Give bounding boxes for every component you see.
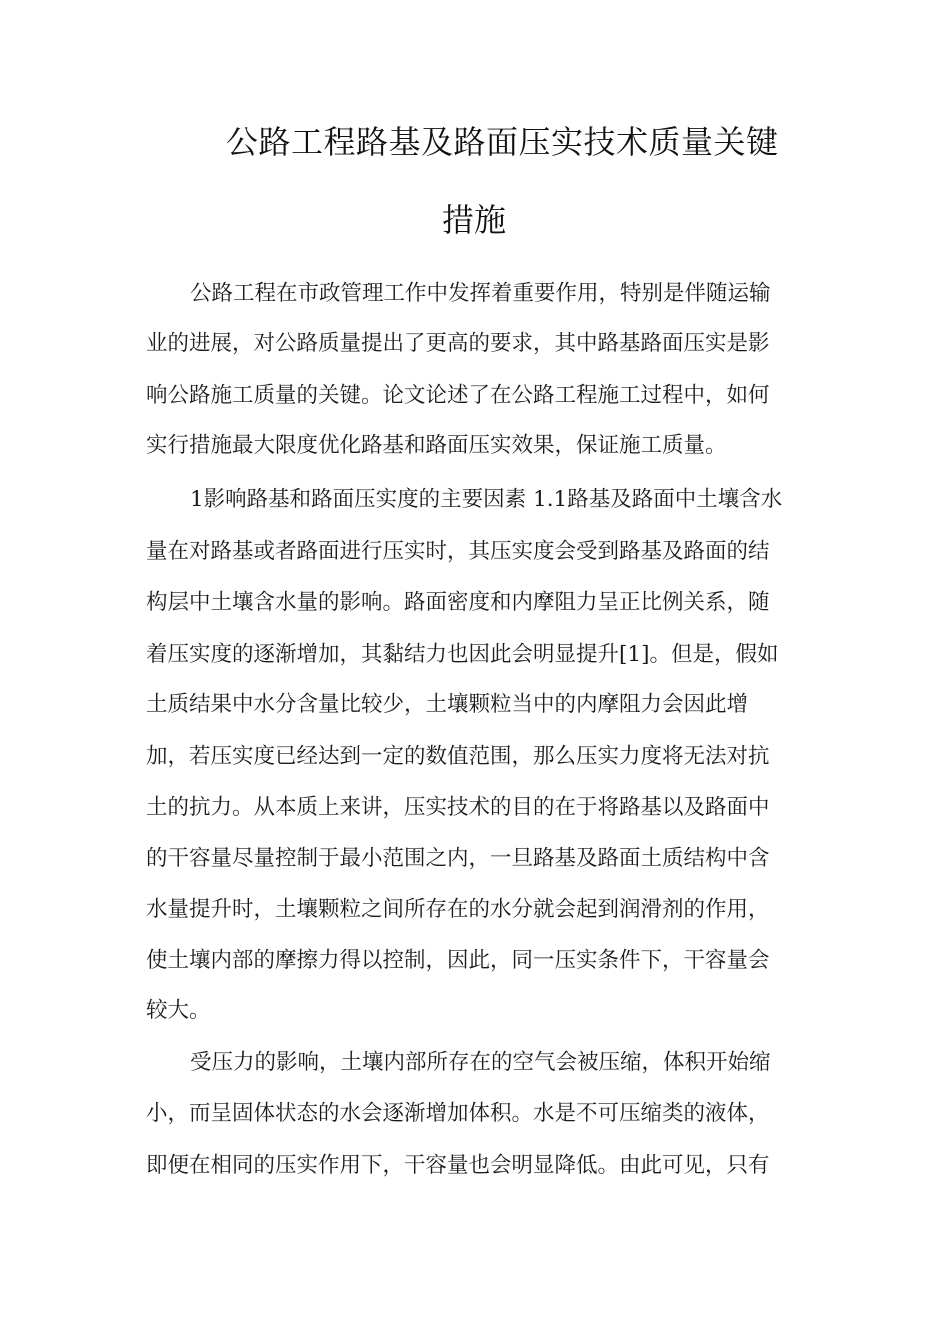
paragraph-2-line-11: 较大。 (146, 998, 211, 1023)
document-title-line-1: 公路工程路基及路面压实技术质量关键 (226, 123, 779, 161)
paragraph-3-line-1: 受压力的影响，土壤内部所存在的空气会被压缩，体积开始缩 (190, 1050, 771, 1075)
paragraph-2-line-2: 量在对路基或者路面进行压实时，其压实度会受到路基及路面的结 (146, 539, 770, 564)
document-title-line-2: 措施 (442, 201, 507, 239)
paragraph-2-line-8: 的干容量尽量控制于最小范围之内，一旦路基及路面土质结构中含 (146, 846, 770, 871)
paragraph-2-line-10: 使土壤内部的摩擦力得以控制，因此，同一压实条件下，干容量会 (146, 948, 770, 973)
paragraph-3-line-3: 即便在相同的压实作用下，干容量也会明显降低。由此可见，只有 (146, 1153, 770, 1178)
paragraph-2-line-3: 构层中土壤含水量的影响。路面密度和内摩阻力呈正比例关系，随 (146, 590, 770, 615)
paragraph-1-line-4: 实行措施最大限度优化路基和路面压实效果，保证施工质量。 (146, 433, 727, 458)
paragraph-1-line-3: 响公路施工质量的关键。论文论述了在公路工程施工过程中，如何 (146, 383, 770, 408)
paragraph-2-line-7: 土的抗力。从本质上来讲，压实技术的目的在于将路基以及路面中 (146, 795, 770, 820)
paragraph-2-line-6: 加，若压实度已经达到一定的数值范围，那么压实力度将无法对抗 (146, 744, 770, 769)
paragraph-3-line-2: 小，而呈固体状态的水会逐渐增加体积。水是不可压缩类的液体， (146, 1101, 770, 1126)
paragraph-2-line-4: 着压实度的逐渐增加，其黏结力也因此会明显提升[1]。但是，假如 (146, 642, 779, 667)
paragraph-2-line-1: 1影响路基和路面压实度的主要因素 1.1路基及路面中土壤含水 (190, 487, 783, 512)
paragraph-2-line-9: 水量提升时，土壤颗粒之间所存在的水分就会起到润滑剂的作用， (146, 897, 770, 922)
paragraph-1-line-2: 业的进展，对公路质量提出了更高的要求，其中路基路面压实是影 (146, 331, 770, 356)
paragraph-1-line-1: 公路工程在市政管理工作中发挥着重要作用，特别是伴随运输 (190, 281, 771, 306)
paragraph-2-line-5: 土质结果中水分含量比较少，土壤颗粒当中的内摩阻力会因此增 (146, 692, 749, 717)
